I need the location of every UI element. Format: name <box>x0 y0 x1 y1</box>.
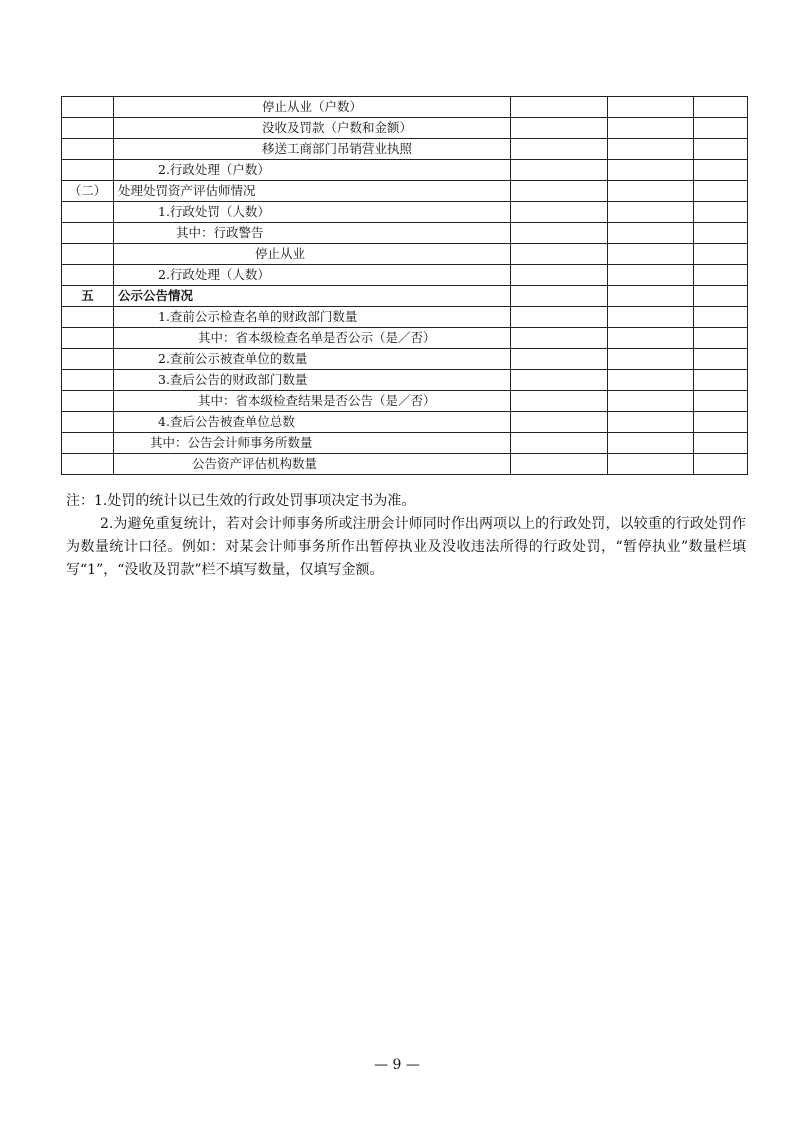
value-cell[interactable] <box>511 181 608 202</box>
row-item-cell: 处理处罚资产评估师情况 <box>114 181 511 202</box>
value-cell[interactable] <box>694 454 748 475</box>
table-row <box>62 433 748 454</box>
row-index-cell: 五 <box>62 286 114 307</box>
value-cell[interactable] <box>511 391 608 412</box>
value-cell[interactable] <box>608 97 694 118</box>
value-cell[interactable] <box>608 412 694 433</box>
row-item-cell: 2.行政处理（户数） <box>114 160 511 181</box>
value-cell[interactable] <box>511 454 608 475</box>
row-item-cell: 没收及罚款（户数和金额） <box>114 118 511 139</box>
value-cell[interactable] <box>608 223 694 244</box>
value-cell[interactable] <box>608 160 694 181</box>
value-cell[interactable] <box>608 391 694 412</box>
value-cell[interactable] <box>694 223 748 244</box>
row-item-cell: 2.查前公示被查单位的数量 <box>114 349 511 370</box>
row-index-cell <box>62 223 114 244</box>
value-cell[interactable] <box>511 433 608 454</box>
value-cell[interactable] <box>694 160 748 181</box>
row-item-cell: 4.查后公告被查单位总数 <box>114 412 511 433</box>
value-cell[interactable] <box>608 118 694 139</box>
table-row <box>62 391 748 412</box>
value-cell[interactable] <box>608 307 694 328</box>
row-index-cell <box>62 412 114 433</box>
value-cell[interactable] <box>511 118 608 139</box>
table-row <box>62 412 748 433</box>
value-cell[interactable] <box>608 454 694 475</box>
statistics-table <box>61 96 748 475</box>
value-cell[interactable] <box>608 433 694 454</box>
row-index-cell <box>62 139 114 160</box>
row-item-cell: 1.查前公示检查名单的财政部门数量 <box>114 307 511 328</box>
table-row <box>62 307 748 328</box>
value-cell[interactable] <box>511 244 608 265</box>
value-cell[interactable] <box>608 202 694 223</box>
note-1: 注：1.处罚的统计以已生效的行政处罚事项决定书为准。 <box>66 493 416 509</box>
row-item-cell: 其中：省本级检查名单是否公示（是／否） <box>114 328 511 349</box>
value-cell[interactable] <box>694 328 748 349</box>
table-row <box>62 202 748 223</box>
value-cell[interactable] <box>511 286 608 307</box>
value-cell[interactable] <box>608 349 694 370</box>
table-row <box>62 265 748 286</box>
table-row <box>62 328 748 349</box>
value-cell[interactable] <box>694 202 748 223</box>
row-index-cell <box>62 307 114 328</box>
value-cell[interactable] <box>608 286 694 307</box>
row-item-cell: 其中：行政警告 <box>114 223 511 244</box>
value-cell[interactable] <box>511 97 608 118</box>
row-item-cell: 停止从业（户数） <box>114 97 511 118</box>
value-cell[interactable] <box>511 223 608 244</box>
value-cell[interactable] <box>511 160 608 181</box>
value-cell[interactable] <box>608 328 694 349</box>
row-index-cell <box>62 328 114 349</box>
row-item-cell: 其中：省本级检查结果是否公告（是／否） <box>114 391 511 412</box>
row-index-cell <box>62 118 114 139</box>
value-cell[interactable] <box>694 118 748 139</box>
row-item-cell: 公示公告情况 <box>114 286 511 307</box>
table-row <box>62 118 748 139</box>
value-cell[interactable] <box>608 265 694 286</box>
value-cell[interactable] <box>608 181 694 202</box>
row-item-cell: 停止从业 <box>114 244 511 265</box>
value-cell[interactable] <box>511 265 608 286</box>
table-row <box>62 160 748 181</box>
row-index-cell <box>62 160 114 181</box>
row-item-cell: 3.查后公告的财政部门数量 <box>114 370 511 391</box>
row-item-cell: 其中：公告会计师事务所数量 <box>114 433 511 454</box>
row-index-cell <box>62 391 114 412</box>
row-item-cell: 公告资产评估机构数量 <box>114 454 511 475</box>
value-cell[interactable] <box>694 139 748 160</box>
value-cell[interactable] <box>694 181 748 202</box>
row-index-cell <box>62 433 114 454</box>
value-cell[interactable] <box>694 265 748 286</box>
table-row <box>62 181 748 202</box>
value-cell[interactable] <box>694 370 748 391</box>
value-cell[interactable] <box>694 433 748 454</box>
row-index-cell <box>62 97 114 118</box>
value-cell[interactable] <box>511 370 608 391</box>
row-index-cell <box>62 349 114 370</box>
row-index-cell <box>62 244 114 265</box>
value-cell[interactable] <box>511 349 608 370</box>
table-row <box>62 349 748 370</box>
value-cell[interactable] <box>694 412 748 433</box>
row-item-cell: 2.行政处理（人数） <box>114 265 511 286</box>
table-row <box>62 139 748 160</box>
table-row <box>62 223 748 244</box>
page-number: — 9 — <box>374 1057 420 1073</box>
value-cell[interactable] <box>694 349 748 370</box>
notes-section <box>66 490 746 582</box>
table-row <box>62 244 748 265</box>
value-cell[interactable] <box>608 244 694 265</box>
row-item-cell: 移送工商部门吊销营业执照 <box>114 139 511 160</box>
value-cell[interactable] <box>694 286 748 307</box>
value-cell[interactable] <box>694 391 748 412</box>
table-row <box>62 286 748 307</box>
value-cell[interactable] <box>608 139 694 160</box>
value-cell[interactable] <box>511 139 608 160</box>
value-cell[interactable] <box>694 97 748 118</box>
table-row <box>62 454 748 475</box>
value-cell[interactable] <box>511 412 608 433</box>
value-cell[interactable] <box>511 202 608 223</box>
table-row <box>62 370 748 391</box>
value-cell[interactable] <box>608 370 694 391</box>
value-cell[interactable] <box>511 307 608 328</box>
table-body <box>62 97 748 475</box>
table-row <box>62 97 748 118</box>
row-index-cell <box>62 202 114 223</box>
row-item-cell: 1.行政处罚（人数） <box>114 202 511 223</box>
value-cell[interactable] <box>694 307 748 328</box>
row-index-cell <box>62 454 114 475</box>
value-cell[interactable] <box>694 244 748 265</box>
value-cell[interactable] <box>511 328 608 349</box>
row-index-cell: （二） <box>62 181 114 202</box>
row-index-cell <box>62 370 114 391</box>
row-index-cell <box>62 265 114 286</box>
note-2: 2.为避免重复统计，若对会计师事务所或注册会计师同时作出两项以上的行政处罚，以较重的行政处罚作为数量统计口径。例如：对某会计师事务所作出暂停执业及没收违法所得的行政处罚，“暂停执业”数量栏填写“1”，“没收及罚款”栏不填写数量，仅填写金额。 <box>66 516 746 578</box>
